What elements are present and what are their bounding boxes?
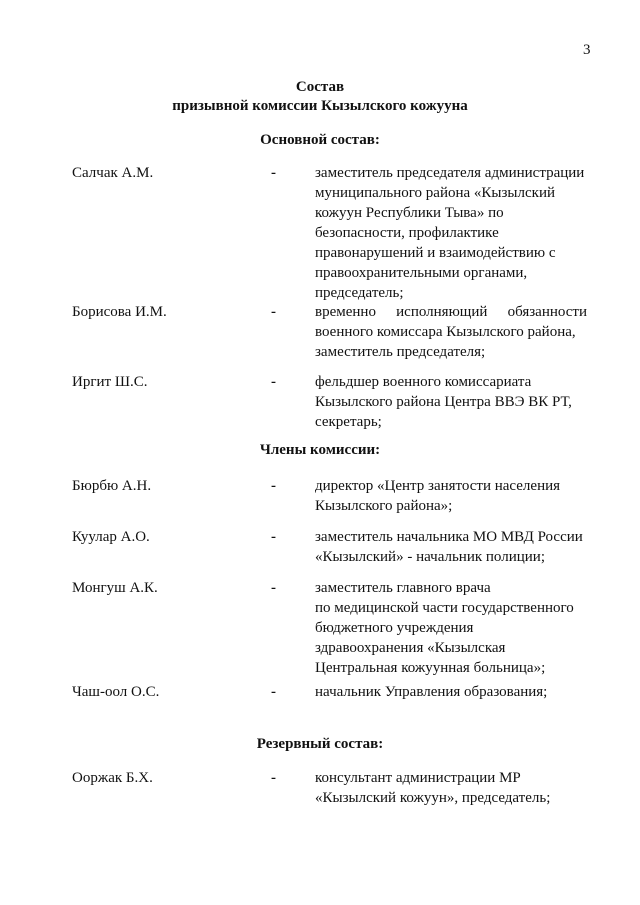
role-line: председатель; — [315, 285, 404, 301]
member-role — [315, 768, 587, 808]
member-role — [315, 682, 587, 702]
member-role — [315, 163, 587, 303]
role-line: фельдшер военного комиссариата — [315, 374, 532, 390]
member-name: Иргит Ш.С. — [72, 374, 148, 390]
dash-separator: - — [271, 478, 276, 494]
role-line: бюджетного учреждения — [315, 620, 474, 636]
role-line: кожуун Республики Тыва» по — [315, 205, 504, 221]
role-line: безопасности, профилактике — [315, 225, 499, 241]
role-line: заместитель начальника МО МВД России — [315, 529, 583, 545]
role-line: муниципального района «Кызылский — [315, 185, 555, 201]
role-line: Центральная кожуунная больница»; — [315, 660, 546, 676]
role-line: здравоохранения «Кызылская — [315, 640, 506, 656]
dash-separator: - — [271, 304, 276, 320]
role-line: Кызылского района»; — [315, 498, 453, 514]
role-line: по медицинской части государственного — [315, 600, 574, 616]
dash-separator: - — [271, 529, 276, 545]
section-heading-reserve: Резервный состав: — [256, 736, 384, 752]
title-line-2: призывной комиссии Кызылского кожууна — [172, 98, 468, 114]
role-line: военного комиссара Кызылского района, — [315, 324, 576, 340]
role-line: заместитель главного врача — [315, 580, 491, 596]
member-name: Бюрбю А.Н. — [72, 478, 152, 494]
member-name: Борисова И.М. — [72, 304, 167, 320]
role-line: заместитель председателя администрации — [315, 165, 585, 181]
document-title — [0, 78, 640, 116]
dash-separator: - — [271, 770, 276, 786]
role-line: секретарь; — [315, 414, 382, 430]
member-role — [315, 578, 587, 678]
role-line: начальник Управления образования; — [315, 684, 548, 700]
role-line: правонарушений и взаимодействию с — [315, 245, 556, 261]
member-name: Чаш-оол О.С. — [72, 684, 160, 700]
member-role — [315, 372, 587, 432]
role-line: заместитель председателя; — [315, 344, 486, 360]
member-name: Ооржак Б.Х. — [72, 770, 153, 786]
member-role — [315, 527, 587, 567]
role-line: «Кызылский кожуун», председатель; — [315, 790, 551, 806]
dash-separator: - — [271, 165, 276, 181]
role-line: правоохранительными органами, — [315, 265, 528, 281]
member-name: Куулар А.О. — [72, 529, 150, 545]
role-line: временно исполняющий обязанности — [315, 304, 587, 320]
section-heading-main: Основной состав: — [260, 132, 380, 148]
role-line: «Кызылский» - начальник полиции; — [315, 549, 545, 565]
dash-separator: - — [271, 580, 276, 596]
dash-separator: - — [271, 374, 276, 390]
dash-separator: - — [271, 684, 276, 700]
role-line: Кызылского района Центра ВВЭ ВК РТ, — [315, 394, 572, 410]
member-name: Салчак А.М. — [72, 165, 154, 181]
member-name: Монгуш А.К. — [72, 580, 158, 596]
section-heading-members: Члены комиссии: — [259, 442, 381, 458]
member-role — [315, 302, 587, 362]
role-line: консультант администрации МР — [315, 770, 521, 786]
role-line: директор «Центр занятости населения — [315, 478, 561, 494]
member-role — [315, 476, 587, 516]
title-line-1: Состав — [295, 79, 345, 95]
page-number: 3 — [583, 42, 591, 58]
